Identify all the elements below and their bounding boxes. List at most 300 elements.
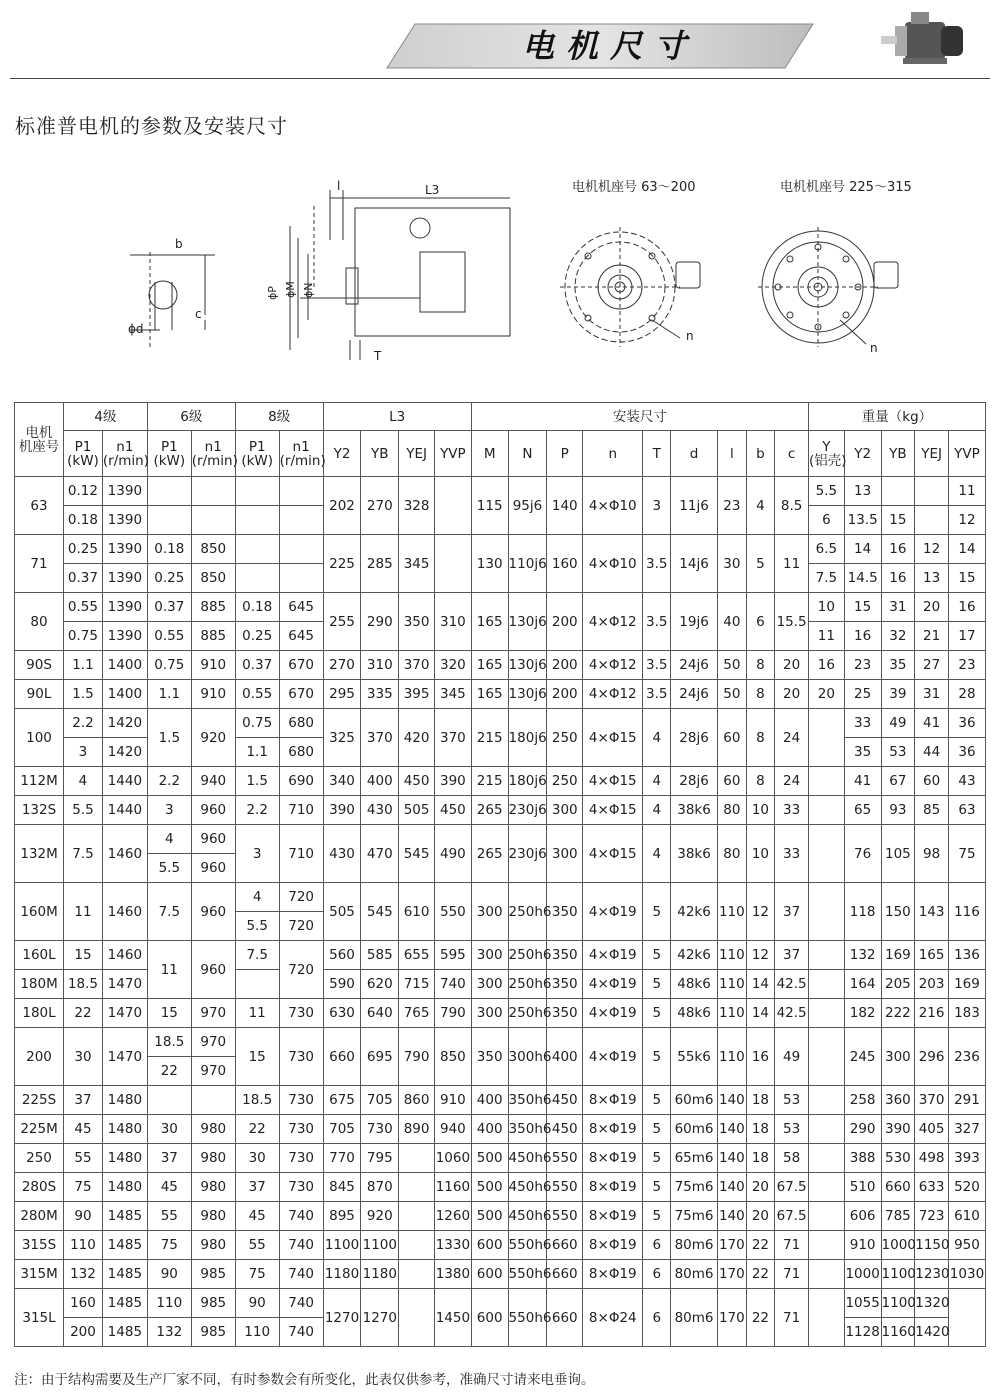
label-phi-N: ϕN [302, 282, 315, 298]
table-cell: 20 [915, 593, 949, 622]
table-cell: 1440 [102, 767, 147, 796]
table-cell: 8 [746, 651, 775, 680]
table-cell: 595 [434, 941, 471, 970]
table-cell: 11 [147, 941, 191, 999]
table-cell: 400 [471, 1115, 508, 1144]
col-header-p1-4: P1 (kW) [64, 431, 103, 477]
table-cell: 170 [718, 1231, 747, 1260]
table-cell: 49 [775, 1028, 809, 1086]
table-cell: 6 [746, 593, 775, 651]
table-cell: 71 [775, 1231, 809, 1260]
table-cell: 1390 [102, 477, 147, 506]
table-cell: 2.2 [64, 709, 103, 738]
table-cell: 67 [881, 767, 915, 796]
table-cell: 90S [15, 651, 64, 680]
table-cell: 12 [746, 941, 775, 970]
table-cell: 8×Φ19 [583, 1202, 643, 1231]
table-cell: 140 [718, 1144, 747, 1173]
table-cell: 730 [279, 1028, 323, 1086]
table-cell: 12 [948, 506, 985, 535]
table-cell: 1400 [102, 651, 147, 680]
table-cell: 4 [643, 825, 671, 883]
table-cell: 75 [235, 1260, 279, 1289]
table-cell: 22 [746, 1231, 775, 1260]
table-cell [279, 564, 323, 593]
table-cell: 24j6 [671, 651, 718, 680]
table-cell [948, 1289, 985, 1347]
table-cell: 5 [643, 1144, 671, 1173]
table-cell: 370 [399, 651, 435, 680]
header-row-1 [15, 403, 986, 431]
table-row [15, 709, 986, 738]
table-cell: 18 [746, 1086, 775, 1115]
table-cell: 1485 [102, 1231, 147, 1260]
table-cell: 300 [547, 796, 583, 825]
table-cell: 18.5 [235, 1086, 279, 1115]
table-cell: 110 [147, 1289, 191, 1318]
table-cell: 4×Φ15 [583, 767, 643, 796]
table-cell: 1480 [102, 1144, 147, 1173]
table-cell: 41 [915, 709, 949, 738]
table-cell: 7.5 [147, 883, 191, 941]
table-cell: 165 [471, 593, 508, 651]
table-cell: 1480 [102, 1115, 147, 1144]
table-cell: 3 [64, 738, 103, 767]
table-cell: 970 [191, 999, 235, 1028]
table-cell: 400 [471, 1086, 508, 1115]
table-cell: 182 [844, 999, 881, 1028]
table-cell [808, 1260, 844, 1289]
table-cell: 1270 [323, 1289, 361, 1347]
table-cell: 11j6 [671, 477, 718, 535]
table-cell [434, 535, 471, 593]
table-cell: 545 [399, 825, 435, 883]
table-cell: 67.5 [775, 1202, 809, 1231]
table-cell: 295 [323, 680, 361, 709]
table-cell: 140 [718, 1086, 747, 1115]
table-cell: 300 [471, 999, 508, 1028]
table-cell: 115 [471, 477, 508, 535]
table-cell: 258 [844, 1086, 881, 1115]
table-cell: 960 [191, 883, 235, 941]
table-cell: 310 [361, 651, 399, 680]
table-cell: 28j6 [671, 767, 718, 796]
table-cell: 230j6 [508, 825, 547, 883]
table-cell: 300h6 [508, 1028, 547, 1086]
table-cell: 890 [399, 1115, 435, 1144]
table-cell: 37 [64, 1086, 103, 1115]
table-cell: 110 [235, 1318, 279, 1347]
table-cell [434, 477, 471, 535]
table-cell: 7.5 [64, 825, 103, 883]
table-cell: 95j6 [508, 477, 547, 535]
table-cell: 550 [547, 1144, 583, 1173]
table-cell: 255 [323, 593, 361, 651]
table-cell: 1100 [881, 1289, 915, 1318]
table-cell: 130j6 [508, 651, 547, 680]
table-cell: 1260 [434, 1202, 471, 1231]
table-cell: 300 [547, 825, 583, 883]
page-title: 电机尺寸 [521, 27, 698, 65]
table-cell: 63 [948, 796, 985, 825]
table-cell: 520 [948, 1173, 985, 1202]
table-cell: 16 [808, 651, 844, 680]
table-cell: 910 [191, 651, 235, 680]
table-cell: 27 [915, 651, 949, 680]
table-cell: 4×Φ19 [583, 941, 643, 970]
table-cell: 10 [746, 825, 775, 883]
table-cell: 250 [15, 1144, 64, 1173]
table-cell: 80m6 [671, 1260, 718, 1289]
table-cell: 7.5 [808, 564, 844, 593]
table-cell: 850 [191, 535, 235, 564]
table-cell: 1460 [102, 941, 147, 970]
table-cell: 660 [547, 1260, 583, 1289]
table-cell: 1030 [948, 1260, 985, 1289]
table-cell: 6 [643, 1289, 671, 1347]
table-cell: 250h6 [508, 970, 547, 999]
table-cell: 850 [434, 1028, 471, 1086]
table-cell: 1420 [102, 709, 147, 738]
table-cell: 940 [434, 1115, 471, 1144]
table-cell: 44 [915, 738, 949, 767]
table-cell: 4 [147, 825, 191, 854]
table-cell: 885 [191, 593, 235, 622]
table-row [15, 651, 986, 680]
table-cell: 1400 [102, 680, 147, 709]
table-cell: 610 [948, 1202, 985, 1231]
table-cell: 200 [547, 680, 583, 709]
table-cell: 43 [948, 767, 985, 796]
table-cell: 350 [547, 941, 583, 970]
col-header-frame: 电机 机座号 [15, 403, 64, 477]
table-cell: 7.5 [235, 941, 279, 970]
table-cell: 160 [547, 535, 583, 593]
table-cell: 550 [547, 1173, 583, 1202]
table-cell: 550 [547, 1202, 583, 1231]
table-cell: 600 [471, 1289, 508, 1347]
table-cell: 388 [844, 1144, 881, 1173]
table-cell [399, 1173, 435, 1202]
table-cell: 980 [191, 1144, 235, 1173]
table-cell: 270 [361, 477, 399, 535]
table-cell: 75 [64, 1173, 103, 1202]
table-cell: 0.75 [64, 622, 103, 651]
table-cell: 350h6 [508, 1086, 547, 1115]
table-cell: 80 [718, 825, 747, 883]
table-cell: 169 [948, 970, 985, 999]
table-cell: 110 [64, 1231, 103, 1260]
table-cell [399, 1202, 435, 1231]
table-cell: 15 [147, 999, 191, 1028]
table-cell: 80m6 [671, 1289, 718, 1347]
label-phi-d: ϕd [128, 322, 144, 336]
table-cell: 670 [279, 680, 323, 709]
table-cell: 8×Φ19 [583, 1115, 643, 1144]
table-cell: 14 [844, 535, 881, 564]
table-cell: 250 [547, 767, 583, 796]
table-cell [235, 564, 279, 593]
table-cell: 8 [746, 709, 775, 767]
table-cell: 2.2 [147, 767, 191, 796]
table-cell: 8.5 [775, 477, 809, 535]
col-header-n1-4: n1 (r/min) [102, 431, 147, 477]
table-cell: 870 [361, 1173, 399, 1202]
label-phi-P: ϕP [266, 286, 279, 300]
table-cell: 400 [361, 767, 399, 796]
table-row [15, 941, 986, 970]
table-cell [399, 1144, 435, 1173]
table-cell: 25 [844, 680, 881, 709]
table-row [15, 1144, 986, 1173]
table-cell: 31 [881, 593, 915, 622]
table-cell: 14j6 [671, 535, 718, 593]
table-cell: 5.5 [64, 796, 103, 825]
table-cell [808, 1028, 844, 1086]
table-cell [808, 1202, 844, 1231]
table-cell: 45 [235, 1202, 279, 1231]
table-cell: 24j6 [671, 680, 718, 709]
table-cell: 390 [323, 796, 361, 825]
table-cell: 720 [279, 912, 323, 941]
table-cell: 633 [915, 1173, 949, 1202]
table-cell: 4×Φ19 [583, 999, 643, 1028]
table-row [15, 1260, 986, 1289]
table-cell: 1100 [881, 1260, 915, 1289]
table-cell: 960 [191, 854, 235, 883]
table-cell: 1320 [915, 1289, 949, 1318]
table-cell: 850 [191, 564, 235, 593]
table-cell: 1150 [915, 1231, 949, 1260]
table-row [15, 1202, 986, 1231]
table-cell: 31 [915, 680, 949, 709]
table-cell: 38k6 [671, 796, 718, 825]
table-cell: 200 [64, 1318, 103, 1347]
label-L3: L3 [425, 183, 440, 197]
table-cell: 37 [775, 941, 809, 970]
table-cell: 20 [746, 1173, 775, 1202]
table-cell: 215 [471, 709, 508, 767]
table-cell: 405 [915, 1115, 949, 1144]
table-cell: 695 [361, 1028, 399, 1086]
table-cell: 18.5 [64, 970, 103, 999]
table-cell: 132M [15, 825, 64, 883]
table-cell: 560 [323, 941, 361, 970]
table-cell: 910 [844, 1231, 881, 1260]
table-cell: 545 [361, 883, 399, 941]
table-cell: 1180 [323, 1260, 361, 1289]
table-cell: 45 [64, 1115, 103, 1144]
table-cell: 16 [881, 535, 915, 564]
table-cell: 1470 [102, 970, 147, 999]
label-b: b [175, 237, 183, 251]
table-cell: 4×Φ19 [583, 970, 643, 999]
col-header-L3-YEJ: YEJ [399, 431, 435, 477]
table-cell: 55k6 [671, 1028, 718, 1086]
table-cell: 42.5 [775, 970, 809, 999]
table-cell [808, 1144, 844, 1173]
table-cell: 1.5 [235, 767, 279, 796]
table-cell: 300 [881, 1028, 915, 1086]
table-cell: 3.5 [643, 680, 671, 709]
table-cell: 390 [881, 1115, 915, 1144]
table-cell: 18.5 [147, 1028, 191, 1057]
col-header-L3-YVP: YVP [434, 431, 471, 477]
table-cell: 11 [948, 477, 985, 506]
table-cell: 370 [915, 1086, 949, 1115]
table-cell: 45 [147, 1173, 191, 1202]
table-cell: 730 [279, 1086, 323, 1115]
label-phi-M: ϕM [284, 281, 297, 298]
table-cell: 140 [547, 477, 583, 535]
table-cell: 11 [235, 999, 279, 1028]
table-cell: 35 [844, 738, 881, 767]
table-cell: 730 [279, 1115, 323, 1144]
table-cell: 450 [399, 767, 435, 796]
table-cell: 0.55 [235, 680, 279, 709]
table-cell: 960 [191, 825, 235, 854]
table-cell: 345 [434, 680, 471, 709]
table-cell: 1160 [434, 1173, 471, 1202]
label-T: T [374, 349, 382, 363]
motor-spec-table [14, 402, 986, 1347]
table-cell: 22 [147, 1057, 191, 1086]
table-cell: 230j6 [508, 796, 547, 825]
table-cell: 28j6 [671, 709, 718, 767]
table-cell: 130j6 [508, 593, 547, 651]
table-cell: 132 [844, 941, 881, 970]
table-cell: 24 [775, 767, 809, 796]
table-cell: 5.5 [235, 912, 279, 941]
table-cell: 300 [471, 970, 508, 999]
table-cell: 18 [746, 1144, 775, 1173]
table-cell: 75m6 [671, 1202, 718, 1231]
table-cell: 400 [547, 1028, 583, 1086]
table-cell: 136 [948, 941, 985, 970]
table-cell: 360 [881, 1086, 915, 1115]
table-cell [191, 1086, 235, 1115]
table-cell: 140 [718, 1202, 747, 1231]
table-cell: 740 [279, 1318, 323, 1347]
table-cell: 785 [881, 1202, 915, 1231]
table-cell: 63 [15, 477, 64, 535]
table-cell: 4×Φ12 [583, 651, 643, 680]
table-cell: 3.5 [643, 651, 671, 680]
table-cell: 315S [15, 1231, 64, 1260]
table-cell: 19j6 [671, 593, 718, 651]
table-cell: 1.1 [235, 738, 279, 767]
table-cell: 4×Φ12 [583, 593, 643, 651]
table-cell: 110 [718, 1028, 747, 1086]
table-cell: 3 [643, 477, 671, 535]
table-cell [808, 1173, 844, 1202]
table-cell: 3 [235, 825, 279, 883]
table-cell [808, 883, 844, 941]
table-cell [235, 506, 279, 535]
table-cell: 340 [323, 767, 361, 796]
table-cell: 730 [279, 1173, 323, 1202]
table-cell: 42k6 [671, 883, 718, 941]
table-cell: 80 [718, 796, 747, 825]
table-cell: 90L [15, 680, 64, 709]
table-cell: 5 [643, 883, 671, 941]
table-cell: 4×Φ19 [583, 883, 643, 941]
table-cell: 1180 [361, 1260, 399, 1289]
table-cell: 1330 [434, 1231, 471, 1260]
table-cell [235, 477, 279, 506]
table-cell: 5 [643, 970, 671, 999]
table-cell: 600 [471, 1231, 508, 1260]
table-cell: 300 [471, 941, 508, 970]
table-cell [808, 941, 844, 970]
table-cell: 60 [915, 767, 949, 796]
table-cell: 630 [323, 999, 361, 1028]
table-cell: 205 [881, 970, 915, 999]
table-cell: 49 [881, 709, 915, 738]
table-cell: 895 [323, 1202, 361, 1231]
table-cell: 550 [434, 883, 471, 941]
table-cell: 112M [15, 767, 64, 796]
table-cell: 280M [15, 1202, 64, 1231]
table-cell: 1485 [102, 1318, 147, 1347]
table-cell: 1450 [434, 1289, 471, 1347]
table-cell: 14 [948, 535, 985, 564]
table-cell: 15 [881, 506, 915, 535]
table-cell: 150 [881, 883, 915, 941]
table-cell: 215 [471, 767, 508, 796]
table-cell: 55 [147, 1202, 191, 1231]
table-row [15, 1173, 986, 1202]
table-cell: 140 [718, 1115, 747, 1144]
table-cell: 500 [471, 1173, 508, 1202]
table-cell: 0.18 [147, 535, 191, 564]
table-cell: 5.5 [147, 854, 191, 883]
table-cell: 980 [191, 1231, 235, 1260]
table-cell: 180j6 [508, 767, 547, 796]
table-cell: 505 [399, 796, 435, 825]
col-header-n1-6: n1 (r/min) [191, 431, 235, 477]
table-cell: 8×Φ19 [583, 1173, 643, 1202]
table-cell: 1480 [102, 1086, 147, 1115]
table-cell: 1390 [102, 535, 147, 564]
table-cell: 980 [191, 1202, 235, 1231]
table-cell: 430 [323, 825, 361, 883]
table-cell [147, 1086, 191, 1115]
table-row [15, 883, 986, 912]
table-cell: 350 [547, 999, 583, 1028]
table-cell: 1485 [102, 1202, 147, 1231]
table-cell: 110 [718, 999, 747, 1028]
table-cell: 590 [323, 970, 361, 999]
table-cell: 350 [471, 1028, 508, 1086]
table-cell: 15 [64, 941, 103, 970]
table-cell: 216 [915, 999, 949, 1028]
col-header-install: 安装尺寸 [471, 403, 808, 431]
table-row [15, 999, 986, 1028]
col-header-weight: 重量（kg） [808, 403, 985, 431]
table-cell: 30 [718, 535, 747, 593]
table-cell: 18 [746, 1115, 775, 1144]
table-cell: 4 [235, 883, 279, 912]
table-cell: 350h6 [508, 1115, 547, 1144]
table-cell: 60 [718, 709, 747, 767]
table-cell: 3 [147, 796, 191, 825]
table-cell: 105 [881, 825, 915, 883]
table-cell: 11 [808, 622, 844, 651]
table-cell: 183 [948, 999, 985, 1028]
table-cell: 180L [15, 999, 64, 1028]
table-cell: 71 [775, 1289, 809, 1347]
